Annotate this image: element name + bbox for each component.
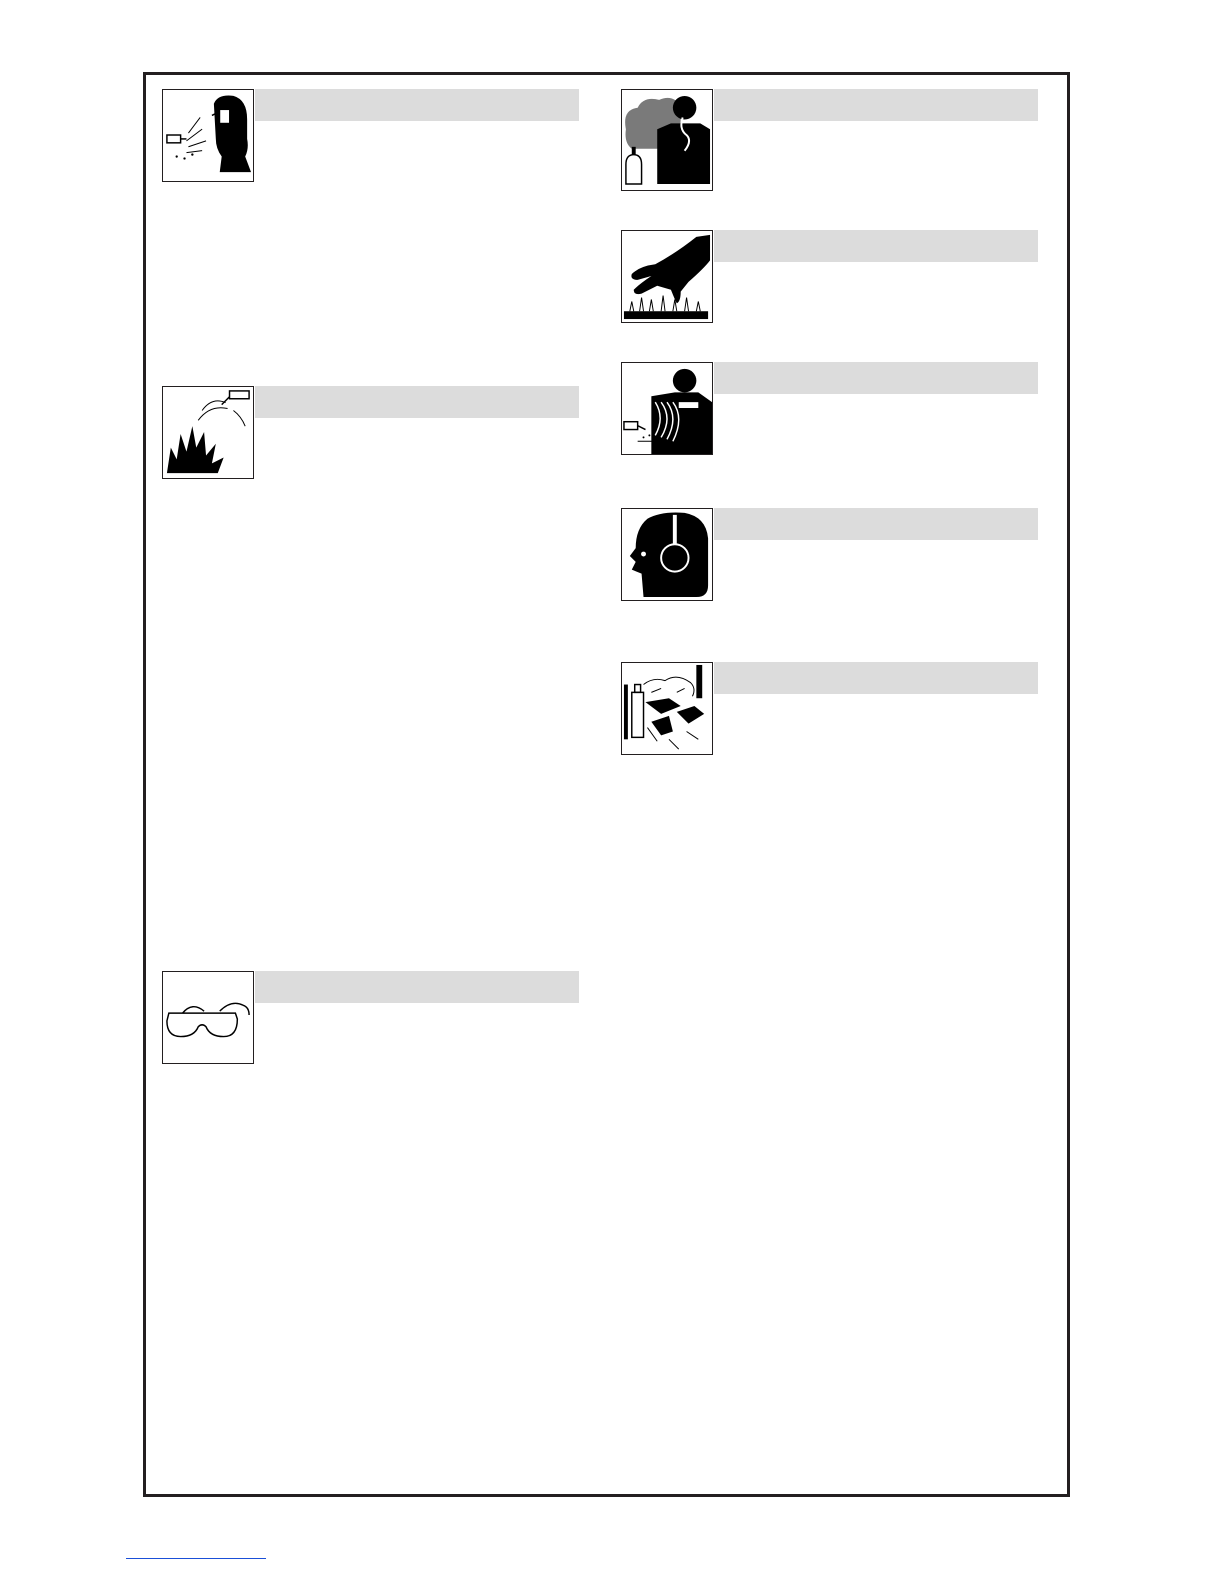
hazard-section-fumes-gases <box>621 89 1038 191</box>
hazard-section-flying-metal <box>162 971 579 1066</box>
section-header-bar <box>714 362 1038 394</box>
hazard-section-hot-parts <box>621 230 1038 325</box>
section-header-bar <box>255 971 579 1003</box>
cylinder-explosion-icon <box>621 662 713 755</box>
hazard-section-arc-rays <box>162 89 579 184</box>
section-header-bar <box>714 89 1038 121</box>
emf-pacemaker-person-icon <box>621 362 713 455</box>
section-header-bar <box>255 89 579 121</box>
hazard-section-welding-fire <box>162 386 579 481</box>
sparks-explosion-fire-icon <box>162 386 254 479</box>
ear-protection-head-icon <box>621 508 713 601</box>
welder-helmet-arc-rays-icon <box>162 89 254 182</box>
hazard-section-cylinders <box>621 662 1038 757</box>
hazard-section-noise <box>621 508 1038 603</box>
section-header-bar <box>714 508 1038 540</box>
section-header-bar <box>255 386 579 418</box>
hazard-section-emf <box>621 362 1038 457</box>
fumes-gas-cylinder-person-icon <box>621 89 713 191</box>
hand-hot-parts-icon <box>621 230 713 323</box>
section-header-bar <box>714 230 1038 262</box>
section-header-bar <box>714 662 1038 694</box>
safety-glasses-icon <box>162 971 254 1064</box>
footer-rule <box>126 1558 266 1559</box>
